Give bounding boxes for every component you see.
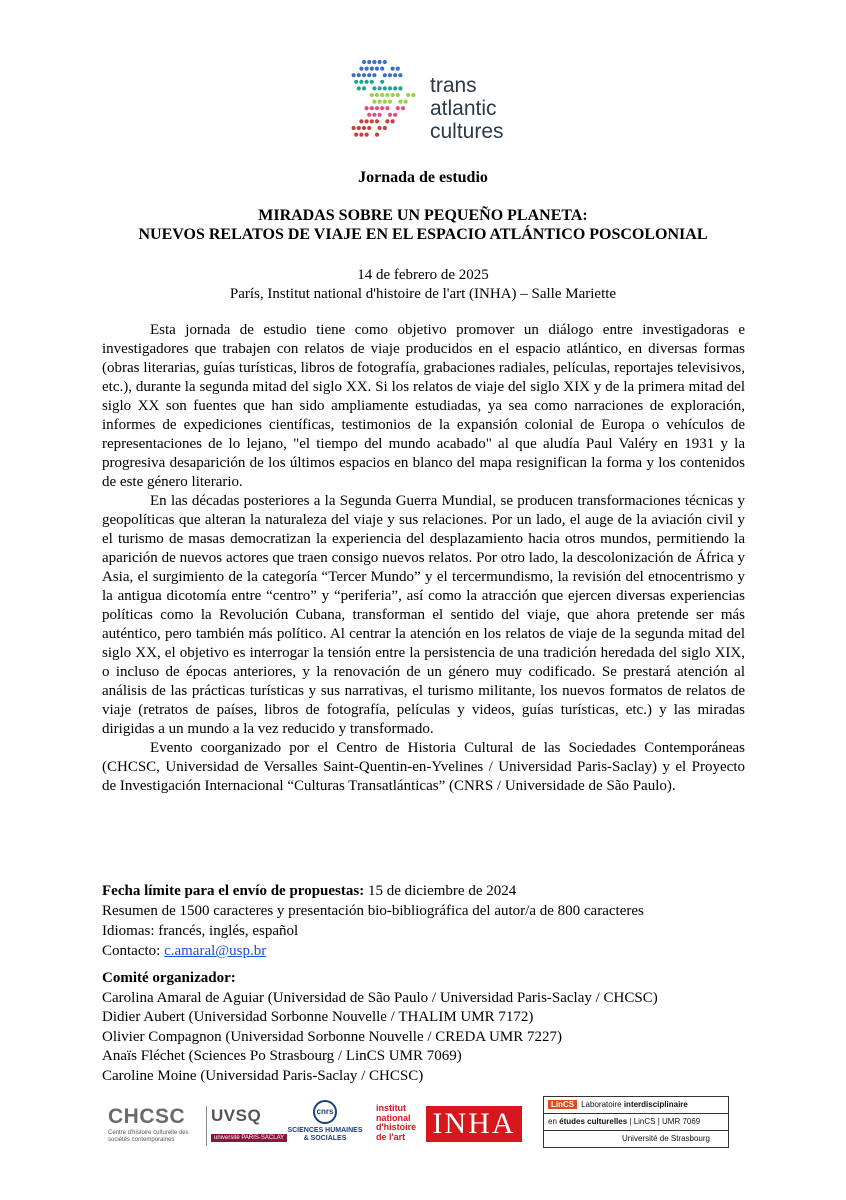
- logo-dot: [372, 100, 376, 104]
- logo-dot: [398, 73, 402, 77]
- logo-dot: [352, 73, 356, 77]
- logo-dot: [398, 86, 402, 90]
- inha-line: d'histoire: [376, 1122, 417, 1132]
- logo-dot: [354, 133, 358, 137]
- logo-dot: [396, 93, 400, 97]
- description-body: [102, 321, 745, 796]
- cnrs-subtitle: [286, 1127, 364, 1143]
- logo-dot: [357, 86, 361, 90]
- logo-dot: [378, 113, 382, 117]
- logo-line: trans: [430, 74, 477, 97]
- logo-dot: [370, 93, 374, 97]
- logo-dot: [365, 67, 369, 71]
- committee-member: Carolina Amaral de Aguiar (Universidad de São Paulo / Universidad Paris-Saclay / CHCSC): [102, 989, 658, 1006]
- chcsc-name: CHCSC: [108, 1105, 186, 1128]
- logo-dot: [393, 113, 397, 117]
- inha-line: institut: [376, 1103, 406, 1113]
- inha-line: national: [376, 1112, 411, 1123]
- lincs-row: [544, 1114, 728, 1131]
- logo-dot: [352, 126, 356, 130]
- logo-dot: [398, 100, 402, 104]
- lincs-text: Laboratoire: [581, 1100, 622, 1109]
- logo-dot: [391, 67, 395, 71]
- logo-dot: [378, 60, 382, 64]
- lincs-text: études culturelles: [559, 1117, 628, 1126]
- logo-dot: [375, 106, 379, 110]
- logo-dot: [372, 60, 376, 64]
- organizing-committee: [102, 969, 802, 1086]
- cnrs-line: & SOCIALES: [303, 1135, 347, 1142]
- paragraph: En las décadas posteriores a la Segunda Guerra Mundial, se producen transformaciones técnicas y geopolíticas que alteran la naturaleza del viaje y sus relaciones. Por un lado, el auge de la aviación civil y el turismo de masas democratizan la experiencia del desplazamiento hacia otros mundos, permitiendo la aparición de nuevos actores que traen consigo nuevos relatos. Por otro lado, la descolonización de África y Asia, el surgimiento de la categoría “Tercer Mundo” y el tercermundismo, la revisión del etnocentrismo y la antigua dicotomía entre “centro” y “periferia”, así como la atracción que ejercen diversas experiencias políticas como la Revolución Cubana, transforman el sentido del viaje, que ahora pretende ser más auténtico, pero también más político. Al centrar la atención en los relatos de viaje de la segunda mitad del siglo XX, el objetivo es interrogar la tensión entre la persistencia de una tradición heredada del siglo XIX, o incluso de épocas anteriores, y la renovación de un género muy codificado. Se prestará atención al análisis de las prácticas turísticas y sus narrativas, el turismo militante, los nuevos formatos de relatos de viaje (retratos de países, libros de fotografía, películas y videos, guías turísticas, etc.) y las miradas dirigidas a un mundo a la vez reducido y transformado.: [102, 493, 745, 737]
- inha-wordmark: [376, 1104, 424, 1150]
- logo-dot: [378, 126, 382, 130]
- logo-dot: [380, 93, 384, 97]
- logo-dot: [380, 67, 384, 71]
- inha-logo: INHA: [426, 1106, 522, 1142]
- logo-dot: [370, 106, 374, 110]
- logo-dot: [359, 67, 363, 71]
- contact: [102, 941, 762, 961]
- logo-dot: [411, 93, 415, 97]
- lincs-row: [544, 1097, 728, 1114]
- paragraph: Evento coorganizado por el Centro de Historia Cultural de las Sociedades Contemporáneas (CHCSC, Universidad de Versalles Saint-Quentin-en-Yvelines / Universidad Paris-Saclay) y el Proyecto de Investigación Internacional “Culturas Transatlánticas” (CNRS / Universidade de São Paulo).: [102, 740, 745, 794]
- logo-dot: [393, 73, 397, 77]
- logo-dot: [375, 119, 379, 123]
- contact-label: Contacto:: [102, 943, 161, 959]
- event-title-line: NUEVOS RELATOS DE VIAJE EN EL ESPACIO ATLÁNTICO POSCOLONIAL: [138, 226, 708, 243]
- logo-dot: [372, 86, 376, 90]
- logo-dot: [406, 93, 410, 97]
- logo-dot: [372, 113, 376, 117]
- logo-dot: [404, 100, 408, 104]
- logo-dot: [388, 100, 392, 104]
- event-title: [0, 206, 846, 244]
- committee-title: Comité organizador:: [102, 970, 236, 986]
- logo-dot: [370, 119, 374, 123]
- logo-dot: [365, 133, 369, 137]
- lincs-row: [544, 1131, 728, 1148]
- event-meta: [0, 266, 846, 304]
- contact-email-link[interactable]: c.amaral@usp.br: [164, 943, 267, 959]
- lincs-text: Université de Strasbourg: [621, 1134, 710, 1143]
- logo-dot: [367, 126, 371, 130]
- logo-dot: [393, 86, 397, 90]
- partner-logos: [0, 1090, 846, 1150]
- logo-dot: [383, 60, 387, 64]
- lincs-text: interdisciplinaire: [623, 1100, 688, 1109]
- chcsc-logo: [108, 1106, 204, 1146]
- uvsq-subtitle: université PARIS-SACLAY: [211, 1134, 287, 1142]
- transatlantic-cultures-logo: [334, 58, 534, 144]
- logo-dot: [391, 119, 395, 123]
- logo-dot: [378, 100, 382, 104]
- logo-dot: [362, 73, 366, 77]
- logo-dot: [375, 67, 379, 71]
- deadline: [102, 881, 762, 901]
- event-venue: París, Institut national d'histoire de l'art (INHA) – Salle Mariette: [229, 286, 617, 302]
- event-date: 14 de febrero de 2025: [357, 267, 489, 283]
- logo-dot: [367, 73, 371, 77]
- logo-dot: [396, 67, 400, 71]
- logo-dot: [357, 73, 361, 77]
- lincs-badge: LinCS: [548, 1100, 577, 1109]
- cnrs-logo: [286, 1100, 364, 1150]
- hexagon-map-logo-icon: [334, 58, 424, 144]
- logo-dot: [372, 73, 376, 77]
- logo-dot: [375, 93, 379, 97]
- logo-dot: [385, 106, 389, 110]
- logo-dot: [385, 119, 389, 123]
- uvsq-name: UVSQ: [211, 1106, 262, 1125]
- logo-dot: [388, 73, 392, 77]
- logo-dot: [380, 80, 384, 84]
- lincs-logo: [543, 1096, 729, 1148]
- logo-dot: [367, 113, 371, 117]
- uvsq-logo: [206, 1106, 285, 1146]
- logo-dot: [401, 106, 405, 110]
- logo-dot: [370, 67, 374, 71]
- summary-requirements: Resumen de 1500 caracteres y presentación bio-bibliográfica del autor/a de 800 caracteres: [102, 903, 644, 919]
- committee-member: Olivier Compagnon (Universidad Sorbonne Nouvelle / CREDA UMR 7227): [102, 1028, 562, 1045]
- logo-dot: [385, 93, 389, 97]
- logo-line: atlantic: [430, 97, 497, 120]
- logo-dot: [388, 113, 392, 117]
- logo-dot: [375, 133, 379, 137]
- lincs-text: en: [548, 1117, 557, 1126]
- logo-dot: [380, 106, 384, 110]
- logo-dot: [365, 119, 369, 123]
- logo-dot: [388, 86, 392, 90]
- chcsc-subtitle: Centre d'histoire culturelle des sociétés contemporaines: [108, 1130, 189, 1143]
- event-title-line: MIRADAS SOBRE UN PEQUEÑO PLANETA:: [258, 207, 588, 224]
- logo-dot: [362, 60, 366, 64]
- logo-line: cultures: [430, 120, 504, 143]
- cnrs-line: SCIENCES HUMAINES: [287, 1127, 363, 1134]
- logo-dot: [357, 126, 361, 130]
- logo-dot: [362, 86, 366, 90]
- logo-dot: [365, 106, 369, 110]
- committee-member: Didier Aubert (Universidad Sorbonne Nouvelle / THALIM UMR 7172): [102, 1009, 534, 1025]
- committee-member: Caroline Moine (Universidad Paris-Saclay / CHCSC): [102, 1067, 424, 1084]
- logo-dot: [391, 93, 395, 97]
- logo-wordmark: [430, 74, 504, 143]
- logo-dot: [359, 80, 363, 84]
- logo-dot: [359, 119, 363, 123]
- logo-dot: [362, 126, 366, 130]
- logo-dot: [383, 86, 387, 90]
- languages: Idiomas: francés, inglés, español: [102, 923, 299, 939]
- deadline-label: Fecha límite para el envío de propuestas:: [102, 883, 365, 899]
- deadline-value: 15 de diciembre de 2024: [367, 883, 517, 899]
- logo-dot: [370, 80, 374, 84]
- logo-dot: [383, 73, 387, 77]
- logo-dot: [365, 80, 369, 84]
- logo-dot: [383, 100, 387, 104]
- committee-member: Anaïs Fléchet (Sciences Po Strasbourg / LinCS UMR 7069): [102, 1048, 462, 1064]
- logo-dot: [359, 133, 363, 137]
- inha-line: de l'art: [376, 1131, 406, 1142]
- logo-dot: [378, 86, 382, 90]
- cnrs-mark-icon: cnrs: [313, 1100, 337, 1124]
- logo-dot: [396, 106, 400, 110]
- submission-info: [102, 881, 762, 961]
- paragraph: Esta jornada de estudio tiene como objetivo promover un diálogo entre investigadoras e investigadores que trabajen con relatos de viaje producidos en el espacio atlántico, en diversas formas (obras literarias, guías turísticas, libros de fotografía, grabaciones radiales, películas, reportajes televisivos, etc.), durante la segunda mitad del siglo XX. Si los relatos de viaje del siglo XIX y de la primera mitad del siglo XX son fuentes que han sido ampliamente estudiadas, ya sea como narraciones de exploración, informes de expediciones científicas, testimonios de la expansión colonial de Europa o vehículos de representaciones de lo lejano, "el tiempo del mundo acabado" al que aludía Paul Valéry en 1931 y la progresiva desaparición de los últimos espacios en blanco del mapa resignifican la forma y los contenidos de este género literario.: [102, 322, 745, 490]
- event-type: Jornada de estudio: [358, 169, 488, 186]
- logo-dot: [383, 126, 387, 130]
- logo-dot: [367, 60, 371, 64]
- logo-dot: [354, 80, 358, 84]
- lincs-text: | LinCS | UMR 7069: [629, 1117, 701, 1126]
